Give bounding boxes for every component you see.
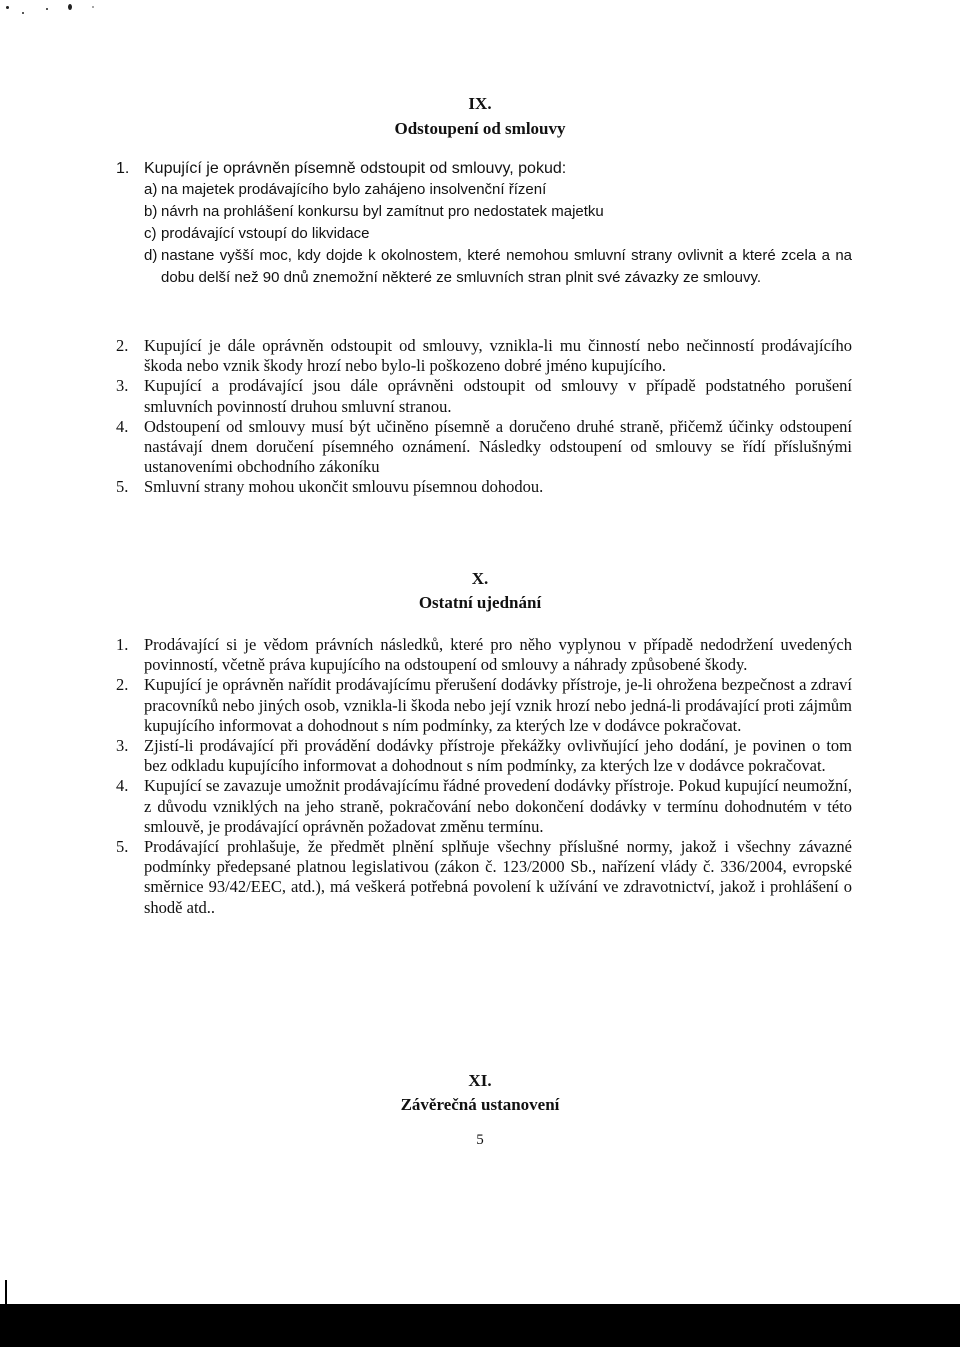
list-item xyxy=(112,336,852,376)
list-item xyxy=(112,675,852,736)
sub-item-text: návrh na prohlášení konkursu byl zamítnut pro nedostatek majetku xyxy=(161,203,604,220)
section-ix-list-1 xyxy=(112,158,852,289)
item-text: Prodávající si je vědom právních následků, které pro něho vyplynou v případě nedodržení uvedených povinností, včetně práva kupujícího na odstoupení od smlouvy a náhrady způsobené škody. xyxy=(144,635,852,675)
sub-item-label: a) xyxy=(144,181,158,198)
section-ix-number: IX. xyxy=(468,94,492,113)
item-number: 2. xyxy=(116,675,129,695)
section-ix-title: Odstoupení od smlouvy xyxy=(394,119,566,138)
section-x-title: Ostatní ujednání xyxy=(418,593,542,612)
sub-list xyxy=(144,179,852,289)
page-number: 5 xyxy=(476,1132,484,1148)
list-item xyxy=(112,837,852,918)
list-item xyxy=(112,477,852,497)
item-number: 4. xyxy=(116,776,129,796)
item-text: Kupující a prodávající jsou dále oprávněni odstoupit od smlouvy v případě podstatného porušení smluvních povinností druhou smluvní stranou. xyxy=(144,376,852,416)
sub-item xyxy=(144,245,852,289)
sub-item-text: prodávající vstoupí do likvidace xyxy=(161,225,370,242)
sub-item-text: nastane vyšší moc, kdy dojde k okolnostem, které nemohou smluvní strany ovlivnit a které zcela a na dobu delší než 90 dnů znemožní některé ze smluvních stran plnit své závazky ze smlouvy. xyxy=(161,247,852,286)
scan-speck xyxy=(22,12,24,14)
item-number: 3. xyxy=(116,736,129,756)
section-xi-title: Závěrečná ustanovení xyxy=(400,1095,560,1114)
list-item xyxy=(112,417,852,478)
section-xi-number: XI. xyxy=(468,1071,492,1090)
section-x-list xyxy=(112,635,852,918)
sub-item xyxy=(144,223,852,245)
sub-item-label: d) xyxy=(144,247,158,264)
scan-edge-mark xyxy=(5,1280,7,1306)
scan-speck xyxy=(68,4,72,10)
sub-item-label: b) xyxy=(144,203,158,220)
item-number: 5. xyxy=(116,837,129,857)
item-number: 1. xyxy=(116,160,130,177)
item-text: Kupující je oprávněn nařídit prodávajícímu přerušení dodávky přístroje, je-li ohrožena bezpečnost a zdraví pracovníků nebo jiných osob, vznikla-li škoda nebo její vznik hrozí nebo jedná-li prodávající proti zájmům kupujícího informovat a dohodnout s ním podmínky, za kterých lze v dodávce pokračovat. xyxy=(144,675,852,735)
item-text: Prodávající prohlašuje, že předmět plnění splňuje všechny příslušné normy, jakož i všechny závazné podmínky předepsané platnou legislativou (zákon č. 123/2000 Sb., nařízení vlády č. 336/2004, evropské směrnice 93/42/EEC, atd.), má veškerá potřebná povolení k užívání ve zdravotnictví, jakož i prohlášení o shodě atd.. xyxy=(144,837,852,917)
scan-speck xyxy=(46,8,48,10)
item-number: 4. xyxy=(116,416,129,436)
item-text: Kupující se zavazuje umožnit prodávajícímu řádné provedení dodávky přístroje. Pokud kupující neumožní, z důvodu vzniklých na jeho straně, pokračování nebo dokončení dodávky v termínu dohodnutém v této smlouvě, je prodávající oprávněn požadovat změnu termínu. xyxy=(144,776,852,836)
section-x-number: X. xyxy=(471,569,489,588)
list-item xyxy=(112,158,852,289)
scan-speck xyxy=(92,6,94,8)
item-number: 2. xyxy=(116,336,129,355)
section-ix-list-2 xyxy=(112,336,852,498)
item-text: Zjistí-li prodávající při provádění dodávky přístroje překážky ovlivňující jeho dodání, je povinen o tom bez odkladu kupujícího informovat a dohodnout s ním podmínky, za kterých lze v dodávce pokračovat. xyxy=(144,736,852,776)
sub-item xyxy=(144,179,852,201)
sub-item-label: c) xyxy=(144,225,157,242)
item-text: Kupující je dále oprávněn odstoupit od smlouvy, vznikla-li mu činností nebo nečinností prodávajícího škoda nebo vznik škody hrozí nebo bylo-li poškozeno dobré jméno kupujícího. xyxy=(144,336,852,376)
list-item xyxy=(112,736,852,776)
scan-speck xyxy=(6,6,9,9)
sub-item-text: na majetek prodávajícího bylo zahájeno insolvenční řízení xyxy=(161,181,547,198)
list-item xyxy=(112,776,852,837)
scan-bottom-edge xyxy=(0,1304,960,1347)
item-number: 3. xyxy=(116,376,129,396)
item-text: Kupující je oprávněn písemně odstoupit od smlouvy, pokud: xyxy=(144,160,567,177)
item-number: 1. xyxy=(116,635,129,654)
item-text: Odstoupení od smlouvy musí být učiněno písemně a doručeno druhé straně, přičemž účinky odstoupení nastávají dnem doručení písemného oznámení. Následky odstoupení od smlouvy se řídí příslušnými ustanoveními obchodního zákoníku xyxy=(144,416,852,477)
item-text: Smluvní strany mohou ukončit smlouvu písemnou dohodou. xyxy=(144,477,544,497)
sub-item xyxy=(144,201,852,223)
item-number: 5. xyxy=(116,477,129,497)
list-item xyxy=(112,376,852,416)
list-item xyxy=(112,635,852,675)
